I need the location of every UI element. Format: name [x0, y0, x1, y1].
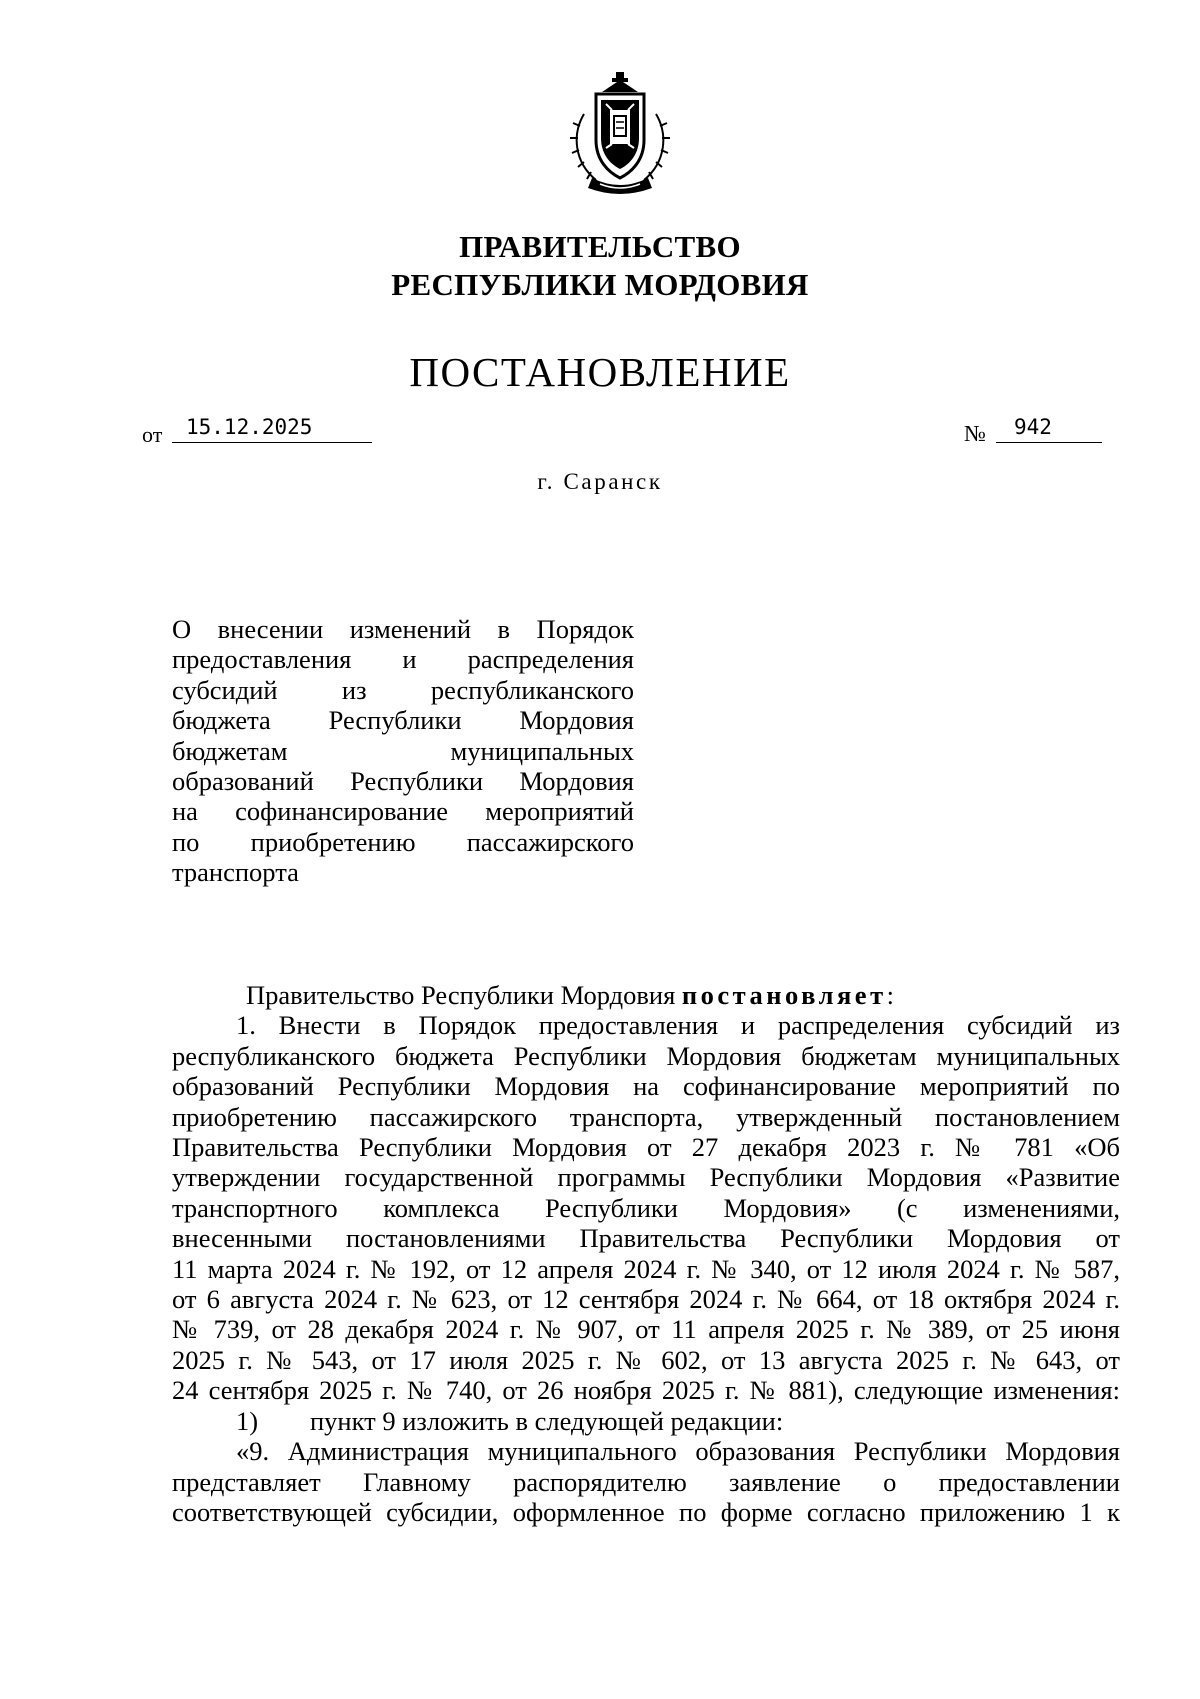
paragraph-1-line: Правительства Республики Мордовия от 27 декабря 2023 г. № 781 «Об — [172, 1132, 1120, 1163]
title-line: О внесении изменений в Порядок — [172, 614, 634, 644]
date-field — [172, 414, 372, 443]
paragraph-1-line: внесенными постановлениями Правительства Республики Мордовия от — [172, 1223, 1120, 1254]
date-value: 15.12.2025 — [186, 415, 313, 439]
title-line: бюджетам муниципальных — [172, 735, 634, 766]
document-body — [172, 980, 1120, 1527]
title-line: образований Республики Мордовия — [172, 766, 634, 797]
paragraph-9-line: представляет Главному распорядителю заявление о предоставлении — [172, 1466, 1120, 1497]
document-title — [172, 614, 634, 888]
intro-text: Правительство Республики Мордовия — [246, 980, 676, 1010]
date-prefix-label: от — [142, 422, 163, 447]
paragraph-1-line: 24 сентября 2025 г. № 740, от 26 ноября 2025 г. № 881), следующие изменения: — [172, 1375, 1120, 1406]
paragraph-1-line: приобретению пассажирского транспорта, утвержденный постановлением — [172, 1101, 1120, 1132]
intro-line — [172, 980, 1120, 1010]
title-line: на софинансирование мероприятий — [172, 796, 634, 827]
paragraph-1-line: 2025 г. № 543, от 17 июля 2025 г. № 602, от 13 августа 2025 г. № 643, от — [172, 1344, 1120, 1375]
number-sign-label: № — [964, 421, 986, 446]
paragraph-1-line: образований Республики Мордовия на софинансирование мероприятий по — [172, 1071, 1120, 1102]
resolves-keyword: постановляет — [681, 980, 887, 1010]
title-line: транспорта — [172, 857, 299, 888]
paragraph-1-line: 11 марта 2024 г. № 192, от 12 апреля 2024 г. № 340, от 12 июля 2024 г. № 587, — [172, 1253, 1120, 1284]
title-line: субсидий из республиканского — [172, 674, 634, 705]
list-item-1 — [172, 1406, 1120, 1436]
mordovia-coat-of-arms-icon — [566, 70, 674, 198]
organization-name-line1: ПРАВИТЕЛЬСТВО — [459, 229, 741, 264]
paragraph-1-line: 1. Внести в Порядок предоставления и распределения субсидий из — [236, 1010, 1120, 1041]
title-line: предоставления и распределения — [172, 644, 634, 675]
paragraph-1-line: республиканского бюджета Республики Мордовия бюджетам муниципальных — [172, 1040, 1120, 1071]
list-item-1-marker: 1) — [236, 1405, 259, 1436]
paragraph-1-line: утверждении государственной программы Республики Мордовия «Развитие — [172, 1162, 1120, 1193]
document-number-value: 942 — [1014, 415, 1052, 439]
document-number-field — [996, 414, 1102, 443]
document-type-heading: ПОСТАНОВЛЕНИЕ — [409, 349, 791, 395]
organization-name-line2: РЕСПУБЛИКИ МОРДОВИЯ — [391, 267, 809, 302]
title-line: бюджета Республики Мордовия — [172, 705, 634, 736]
paragraph-1-line: от 6 августа 2024 г. № 623, от 12 сентября 2024 г. № 664, от 18 октября 2024 г. — [172, 1284, 1120, 1315]
paragraph-9-line: соответствующей субсидии, оформленное по форме согласно приложению 1 к — [172, 1496, 1120, 1527]
paragraph-1-line: транспортного комплекса Республики Мордовия» (с изменениями, — [172, 1192, 1120, 1223]
city-line: г. Саранск — [537, 469, 663, 494]
intro-colon: : — [886, 980, 894, 1010]
paragraph-9-line: «9. Администрация муниципального образования Республики Мордовия — [236, 1436, 1120, 1467]
paragraph-1-line: № 739, от 28 декабря 2024 г. № 907, от 11 апреля 2025 г. № 389, от 25 июня — [172, 1314, 1120, 1345]
title-line: по приобретению пассажирского — [172, 826, 634, 857]
list-item-1-text: пункт 9 изложить в следующей редакции: — [310, 1405, 784, 1436]
